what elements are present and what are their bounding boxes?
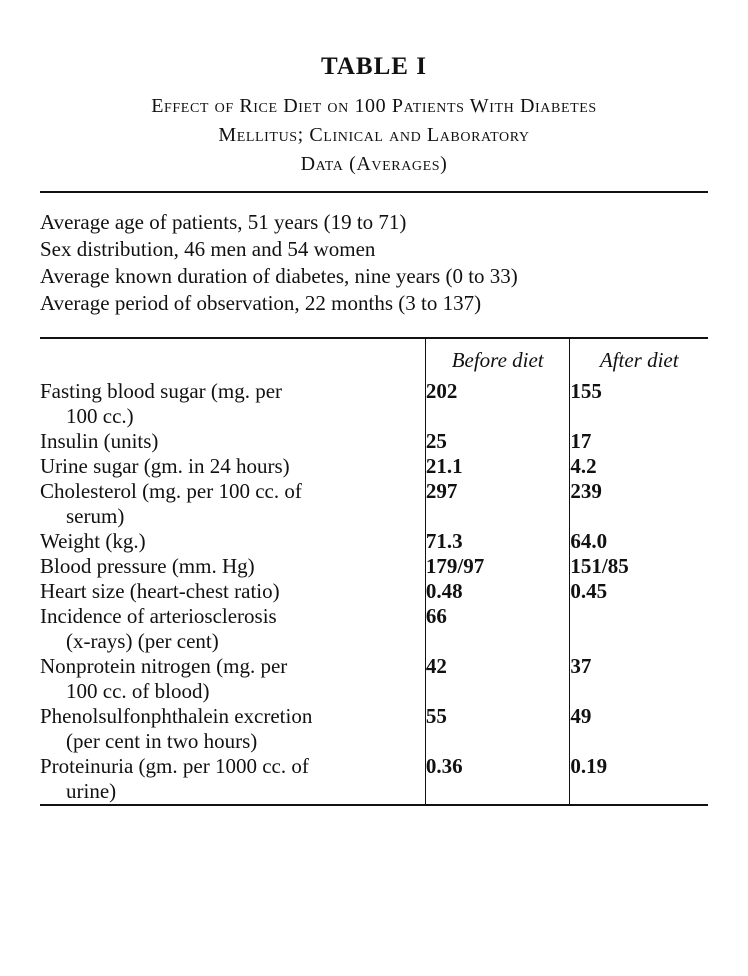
- before-diet-value: 202: [425, 379, 458, 403]
- header-before-diet: Before diet: [425, 339, 570, 379]
- caption-line: Effect of Rice Diet on 100 Patients With Diabetes: [151, 95, 597, 117]
- before-diet-value: 25: [425, 429, 447, 453]
- row-label: [40, 754, 425, 804]
- summary-block: [40, 193, 708, 337]
- bottom-rule: [40, 804, 708, 806]
- table-row: [40, 379, 708, 429]
- row-label-continuation: (x-rays) (per cent): [66, 629, 219, 653]
- caption-line: Data (Averages): [300, 153, 448, 175]
- after-diet-cell: [570, 604, 708, 654]
- before-diet-cell: [425, 654, 570, 704]
- before-diet-value: 55: [425, 704, 447, 728]
- after-diet-cell: [570, 379, 708, 429]
- row-label: [40, 379, 425, 429]
- after-diet-cell: [570, 754, 708, 804]
- table-body: [40, 379, 708, 804]
- table-title: TABLE I: [321, 53, 427, 80]
- after-diet-cell: [570, 429, 708, 454]
- summary-line: Sex distribution, 46 men and 54 women: [40, 237, 376, 261]
- row-label-line: Urine sugar (gm. in 24 hours): [40, 454, 290, 478]
- row-label-line: Incidence of arteriosclerosis: [40, 604, 277, 628]
- before-diet-cell: [425, 579, 570, 604]
- row-label-line: Fasting blood sugar (mg. per: [40, 379, 283, 403]
- row-label: [40, 579, 425, 604]
- row-label: [40, 654, 425, 704]
- after-diet-cell: [570, 479, 708, 529]
- before-diet-cell: [425, 454, 570, 479]
- before-diet-value: 297: [425, 479, 458, 503]
- before-diet-value: 21.1: [425, 454, 463, 478]
- row-label-continuation: 100 cc.): [66, 404, 134, 428]
- row-label-line: Insulin (units): [40, 429, 159, 453]
- before-diet-value: 66: [425, 604, 447, 628]
- summary-line: Average known duration of diabetes, nine years (0 to 33): [40, 264, 518, 288]
- row-label: [40, 704, 425, 754]
- row-label-line: Weight (kg.): [40, 529, 146, 553]
- after-diet-value: 64.0: [570, 529, 608, 553]
- before-diet-value: 0.48: [425, 579, 463, 603]
- after-diet-value: 239: [570, 479, 602, 503]
- row-label-line: Cholesterol (mg. per 100 cc. of: [40, 479, 302, 503]
- before-diet-cell: [425, 479, 570, 529]
- before-diet-cell: [425, 379, 570, 429]
- row-label-continuation: urine): [66, 779, 117, 803]
- before-diet-value: 71.3: [425, 529, 463, 553]
- after-diet-value: 4.2: [570, 454, 597, 478]
- after-diet-value: 0.45: [570, 579, 608, 603]
- row-label-line: Phenolsulfonphthalein excretion: [40, 704, 313, 728]
- header-row: [40, 339, 708, 379]
- before-diet-cell: [425, 529, 570, 554]
- after-diet-value: 49: [570, 704, 592, 728]
- table-row: [40, 454, 708, 479]
- before-diet-value: 42: [425, 654, 447, 678]
- header-label: [40, 339, 425, 379]
- table-row: [40, 654, 708, 704]
- row-label: [40, 554, 425, 579]
- row-label: [40, 604, 425, 654]
- table-row: [40, 579, 708, 604]
- after-diet-cell: [570, 454, 708, 479]
- before-diet-value: 179/97: [425, 554, 485, 578]
- table-row: [40, 429, 708, 454]
- row-label: [40, 429, 425, 454]
- summary-line: Average age of patients, 51 years (19 to 71): [40, 210, 407, 234]
- table-row: [40, 529, 708, 554]
- before-diet-cell: [425, 604, 570, 654]
- row-label-line: Blood pressure (mm. Hg): [40, 554, 255, 578]
- after-diet-value: 17: [570, 429, 592, 453]
- row-label-line: Nonprotein nitrogen (mg. per: [40, 654, 288, 678]
- before-diet-cell: [425, 704, 570, 754]
- after-diet-cell: [570, 579, 708, 604]
- caption-line: Mellitus; Clinical and Laboratory: [218, 124, 530, 146]
- before-diet-cell: [425, 554, 570, 579]
- row-label-continuation: 100 cc. of blood): [66, 679, 210, 703]
- row-label: [40, 479, 425, 529]
- before-diet-cell: [425, 754, 570, 804]
- data-table: [40, 339, 708, 804]
- table-caption: [40, 92, 708, 179]
- table-document: [40, 52, 708, 806]
- after-diet-value: 151/85: [570, 554, 629, 578]
- summary-line: Average period of observation, 22 months (3 to 137): [40, 291, 482, 315]
- after-diet-value: 155: [570, 379, 602, 403]
- after-diet-cell: [570, 529, 708, 554]
- before-diet-cell: [425, 429, 570, 454]
- table-row: [40, 479, 708, 529]
- table-row: [40, 604, 708, 654]
- after-diet-cell: [570, 654, 708, 704]
- after-diet-value: 37: [570, 654, 592, 678]
- table-row: [40, 554, 708, 579]
- table-row: [40, 754, 708, 804]
- row-label-line: Heart size (heart-chest ratio): [40, 579, 280, 603]
- after-diet-cell: [570, 554, 708, 579]
- row-label-continuation: (per cent in two hours): [66, 729, 258, 753]
- after-diet-cell: [570, 704, 708, 754]
- after-diet-value: 0.19: [570, 754, 608, 778]
- row-label-continuation: serum): [66, 504, 125, 528]
- before-diet-value: 0.36: [425, 754, 463, 778]
- header-after-diet: After diet: [599, 348, 679, 372]
- table-row: [40, 704, 708, 754]
- row-label: [40, 454, 425, 479]
- row-label-line: Proteinuria (gm. per 1000 cc. of: [40, 754, 309, 778]
- row-label: [40, 529, 425, 554]
